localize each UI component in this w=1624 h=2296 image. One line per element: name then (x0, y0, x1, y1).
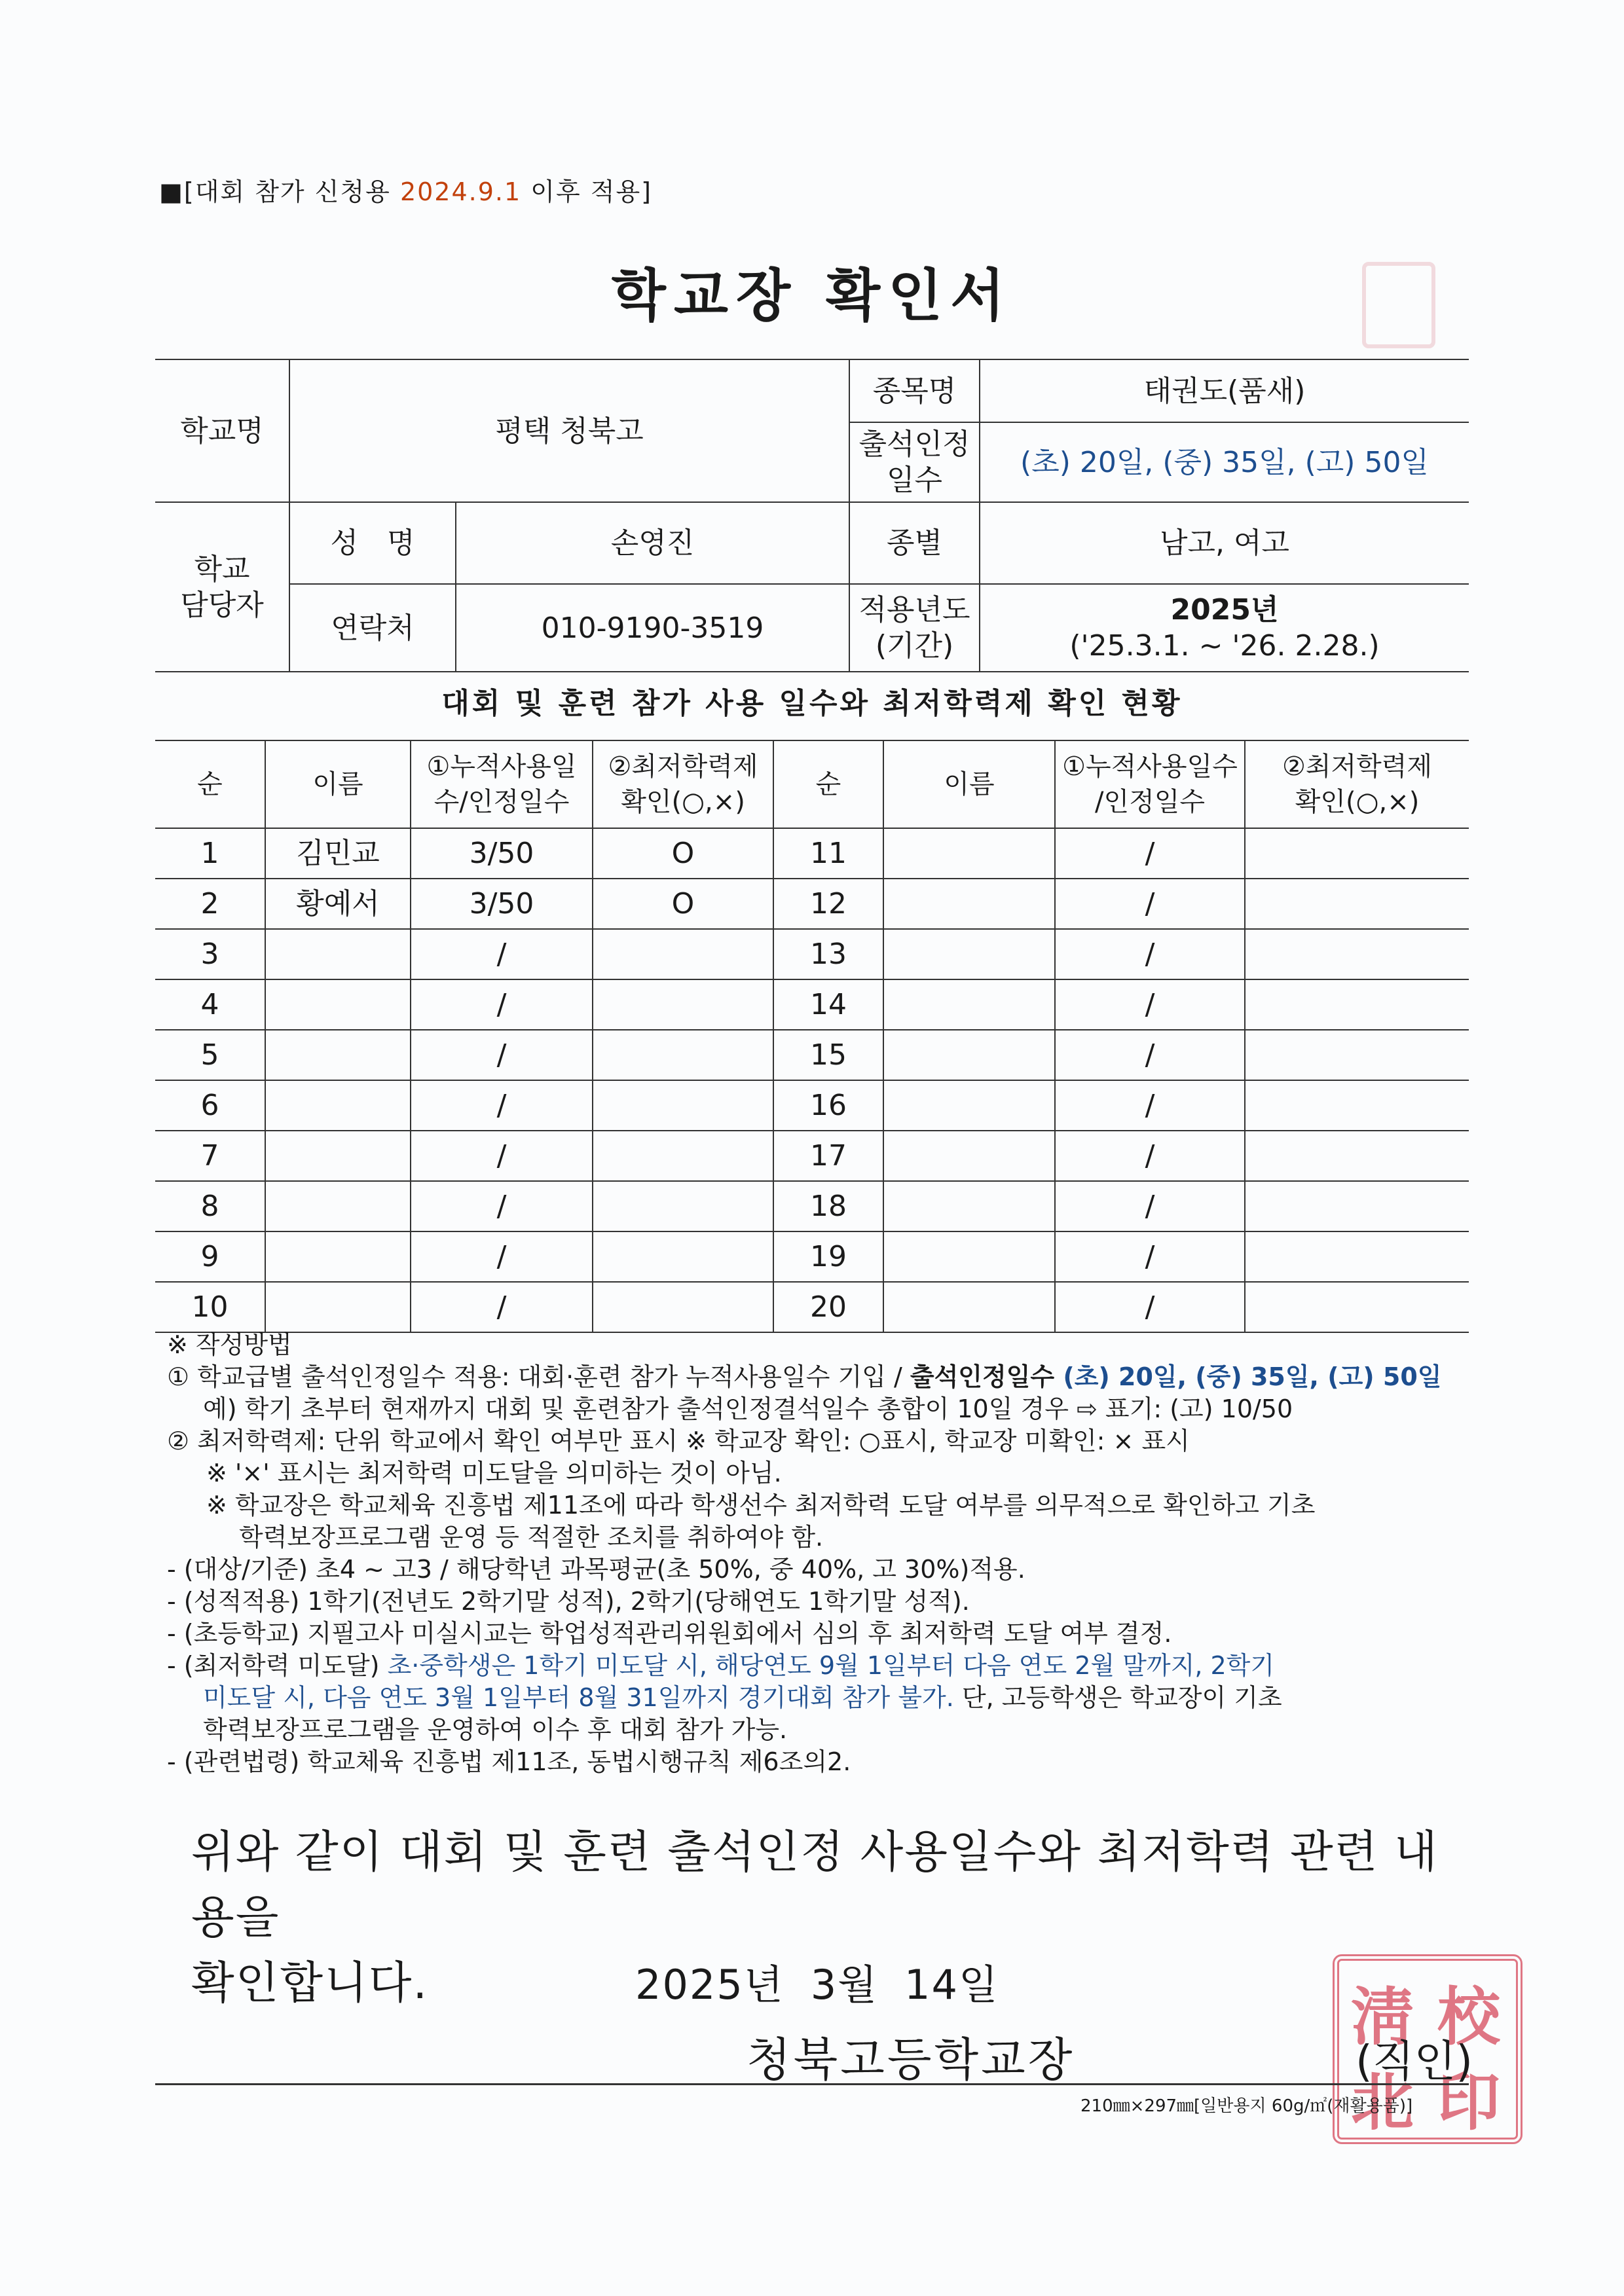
row-days: / (411, 1231, 593, 1282)
row-no: 3 (155, 929, 265, 979)
row-check (593, 1080, 773, 1131)
row-name: 김민교 (265, 828, 411, 879)
year-value: 2025년 (1170, 593, 1279, 627)
contact-value: 010-9190-3519 (456, 584, 849, 672)
table-row (155, 1030, 1469, 1080)
seal-label: (직인) (1356, 2036, 1473, 2086)
row-name (265, 1131, 411, 1181)
table-row (155, 1231, 1469, 1282)
row-check (593, 979, 773, 1030)
row-no: 11 (773, 828, 883, 879)
row-days: / (1055, 1231, 1245, 1282)
row-check (1245, 828, 1469, 879)
col-days-left: ①누적사용일 수/인정일수 (411, 740, 593, 828)
col-name-right: 이름 (883, 740, 1055, 828)
row-name (265, 1181, 411, 1231)
row-days: / (1055, 979, 1245, 1030)
sport-value: 태권도(품새) (980, 359, 1469, 422)
row-check (593, 1231, 773, 1282)
note-2-principal-2: 학력보장프로그램 운영 등 적절한 조치를 취하여야 함. (239, 1523, 824, 1552)
col-no-right: 순 (773, 740, 883, 828)
paper-spec: 210㎜×297㎜[일반용지 60g/㎡(재활용품)] (1080, 2096, 1413, 2116)
row-name (883, 1131, 1055, 1181)
row-no: 7 (155, 1131, 265, 1181)
row-no: 5 (155, 1030, 265, 1080)
table-row (155, 929, 1469, 979)
table-row (155, 1080, 1469, 1131)
name-label: 성 명 (289, 502, 456, 584)
row-no: 16 (773, 1080, 883, 1131)
row-name (265, 929, 411, 979)
row-days: / (1055, 1181, 1245, 1231)
col-check-left: ②최저학력제 확인(○,×) (593, 740, 773, 828)
row-check (1245, 929, 1469, 979)
row-check (1245, 979, 1469, 1030)
attend-label: 출석인정 일수 (849, 422, 980, 502)
row-name (265, 1030, 411, 1080)
row-name (265, 1282, 411, 1332)
row-name (265, 1080, 411, 1131)
instructions (167, 1329, 1483, 1778)
note-2-principal-1: ※ 학교장은 학교체육 진흥법 제11조에 따라 학생선수 최저학력 도달 여부를 의무적으로 확인하고 기초 (206, 1491, 1316, 1520)
row-no: 12 (773, 879, 883, 929)
row-no: 14 (773, 979, 883, 1030)
table-row (155, 979, 1469, 1030)
row-no: 4 (155, 979, 265, 1030)
row-check: O (593, 828, 773, 879)
row-no: 8 (155, 1181, 265, 1231)
row-days: / (1055, 879, 1245, 929)
row-name: 황예서 (265, 879, 411, 929)
table-row (155, 879, 1469, 929)
row-name (883, 1282, 1055, 1332)
row-name (883, 929, 1055, 979)
table-heading: 대회 및 훈련 참가 사용 일수와 최저학력제 확인 현황 (441, 687, 1183, 720)
year-cell (980, 584, 1469, 672)
col-name-left: 이름 (265, 740, 411, 828)
bottom-divider (155, 2083, 1469, 2085)
detail-4: - (최저학력 미도달) 초·중학생은 1학기 미도달 시, 해당연도 9월 1일부터 다음 연도 2월 말까지, 2학기 (167, 1651, 1275, 1680)
row-days: / (1055, 1030, 1245, 1080)
row-check (593, 1181, 773, 1231)
row-days: / (411, 1181, 593, 1231)
row-no: 17 (773, 1131, 883, 1181)
row-check (1245, 1080, 1469, 1131)
document-title: 학교장 확인서 (611, 263, 1013, 329)
kind-value: 남고, 여고 (980, 502, 1469, 584)
row-check (593, 1030, 773, 1080)
year-label: 적용년도 (기간) (849, 584, 980, 672)
name-value: 손영진 (456, 502, 849, 584)
note-2: ② 최저학력제: 단위 학교에서 확인 여부만 표시 ※ 학교장 확인: ○표시, 학교장 미확인: × 표시 (167, 1427, 1190, 1455)
table-row (155, 1131, 1469, 1181)
col-days-right: ①누적사용일수 /인정일수 (1055, 740, 1245, 828)
row-check (1245, 1282, 1469, 1332)
row-days: / (411, 979, 593, 1030)
row-name (883, 1181, 1055, 1231)
row-no: 18 (773, 1181, 883, 1231)
row-days: 3/50 (411, 879, 593, 929)
row-name (265, 1231, 411, 1282)
row-check (1245, 1030, 1469, 1080)
detail-1: - (대상/기준) 초4 ~ 고3 / 해당학년 과목평균(초 50%, 중 40%, 고 30%)적용. (167, 1555, 1025, 1584)
row-no: 19 (773, 1231, 883, 1282)
attend-value: (초) 20일, (중) 35일, (고) 50일 (980, 422, 1469, 502)
row-days: / (1055, 1282, 1245, 1332)
note-2-x: ※ '×' 표시는 최저학력 미도달을 의미하는 것이 아님. (206, 1459, 782, 1487)
contact-label: 연락처 (289, 584, 456, 672)
issue-date: 2025년 3월 14일 (635, 1961, 999, 2009)
row-name (883, 879, 1055, 929)
kind-label: 종별 (849, 502, 980, 584)
table-row (155, 828, 1469, 879)
sport-label: 종목명 (849, 359, 980, 422)
col-check-right: ②최저학력제 확인(○,×) (1245, 740, 1469, 828)
applicability-note: ■[대회 참가 신청용 2024.9.1 이후 적용] (159, 177, 652, 206)
row-no: 9 (155, 1231, 265, 1282)
row-check (1245, 1231, 1469, 1282)
detail-4-end: 학력보장프로그램을 운영하여 이수 후 대회 참가 가능. (203, 1715, 788, 1744)
detail-2: - (성적적용) 1학기(전년도 2학기말 성적), 2학기(당해연도 1학기말 성적). (167, 1587, 970, 1616)
row-no: 13 (773, 929, 883, 979)
attendance-table (155, 740, 1469, 1333)
detail-3: - (초등학교) 지필고사 미실시교는 학업성적관리위원회에서 심의 후 최저학력 도달 여부 결정. (167, 1619, 1172, 1648)
row-days: / (1055, 929, 1245, 979)
confirmation-text: 위와 같이 대회 및 훈련 출석인정 사용일수와 최저학력 관련 내용을 확인합니다. (191, 1827, 1439, 2009)
row-check (593, 929, 773, 979)
row-days: / (411, 1030, 593, 1080)
note-1: ① 학교급별 출석인정일수 적용: 대회·훈련 참가 누적사용일수 기입 / 출석인정일수 (초) 20일, (중) 35일, (고) 50일 (167, 1362, 1442, 1391)
detail-5: - (관련법령) 학교체육 진흥법 제11조, 동법시행규칙 제6조의2. (167, 1747, 851, 1776)
table-row (155, 1282, 1469, 1332)
detail-4-cont: 미도달 시, 다음 연도 3월 1일부터 8월 31일까지 경기대회 참가 불가. 단, 고등학생은 학교장이 기초 (203, 1683, 1282, 1712)
row-days: 3/50 (411, 828, 593, 879)
row-check (593, 1131, 773, 1181)
row-days: / (1055, 1131, 1245, 1181)
table-row (155, 1181, 1469, 1231)
row-check: O (593, 879, 773, 929)
row-no: 1 (155, 828, 265, 879)
row-check (1245, 1181, 1469, 1231)
row-no: 15 (773, 1030, 883, 1080)
info-table (155, 359, 1469, 672)
official-seal-icon: 淸 校 北 印 (1333, 1954, 1522, 2144)
row-no: 10 (155, 1282, 265, 1332)
row-name (883, 1080, 1055, 1131)
notes-title: ※ 작성방법 (167, 1330, 292, 1359)
effective-date: 2024.9.1 (399, 177, 522, 206)
manager-label: 학교 담당자 (155, 502, 289, 672)
signer-title: 청북고등학교장 (747, 2033, 1075, 2086)
row-name (883, 1231, 1055, 1282)
row-name (883, 1030, 1055, 1080)
row-days: / (1055, 1080, 1245, 1131)
row-name (265, 979, 411, 1030)
row-days: / (411, 1282, 593, 1332)
row-days: / (411, 1131, 593, 1181)
period-value: ('25.3.1. ~ '26. 2.28.) (1069, 629, 1380, 663)
row-no: 2 (155, 879, 265, 929)
row-no: 6 (155, 1080, 265, 1131)
row-name (883, 828, 1055, 879)
row-no: 20 (773, 1282, 883, 1332)
row-days: / (411, 929, 593, 979)
row-days: / (411, 1080, 593, 1131)
row-name (883, 979, 1055, 1030)
school-value: 평택 청북고 (289, 359, 849, 502)
school-label: 학교명 (155, 359, 289, 502)
row-check (593, 1282, 773, 1332)
row-days: / (1055, 828, 1245, 879)
note-1-example: 예) 학기 초부터 현재까지 대회 및 훈련참가 출석인정결석일수 총합이 10일 경우 ⇨ 표기: (고) 10/50 (203, 1394, 1293, 1423)
row-check (1245, 1131, 1469, 1181)
row-check (1245, 879, 1469, 929)
col-no-left: 순 (155, 740, 265, 828)
